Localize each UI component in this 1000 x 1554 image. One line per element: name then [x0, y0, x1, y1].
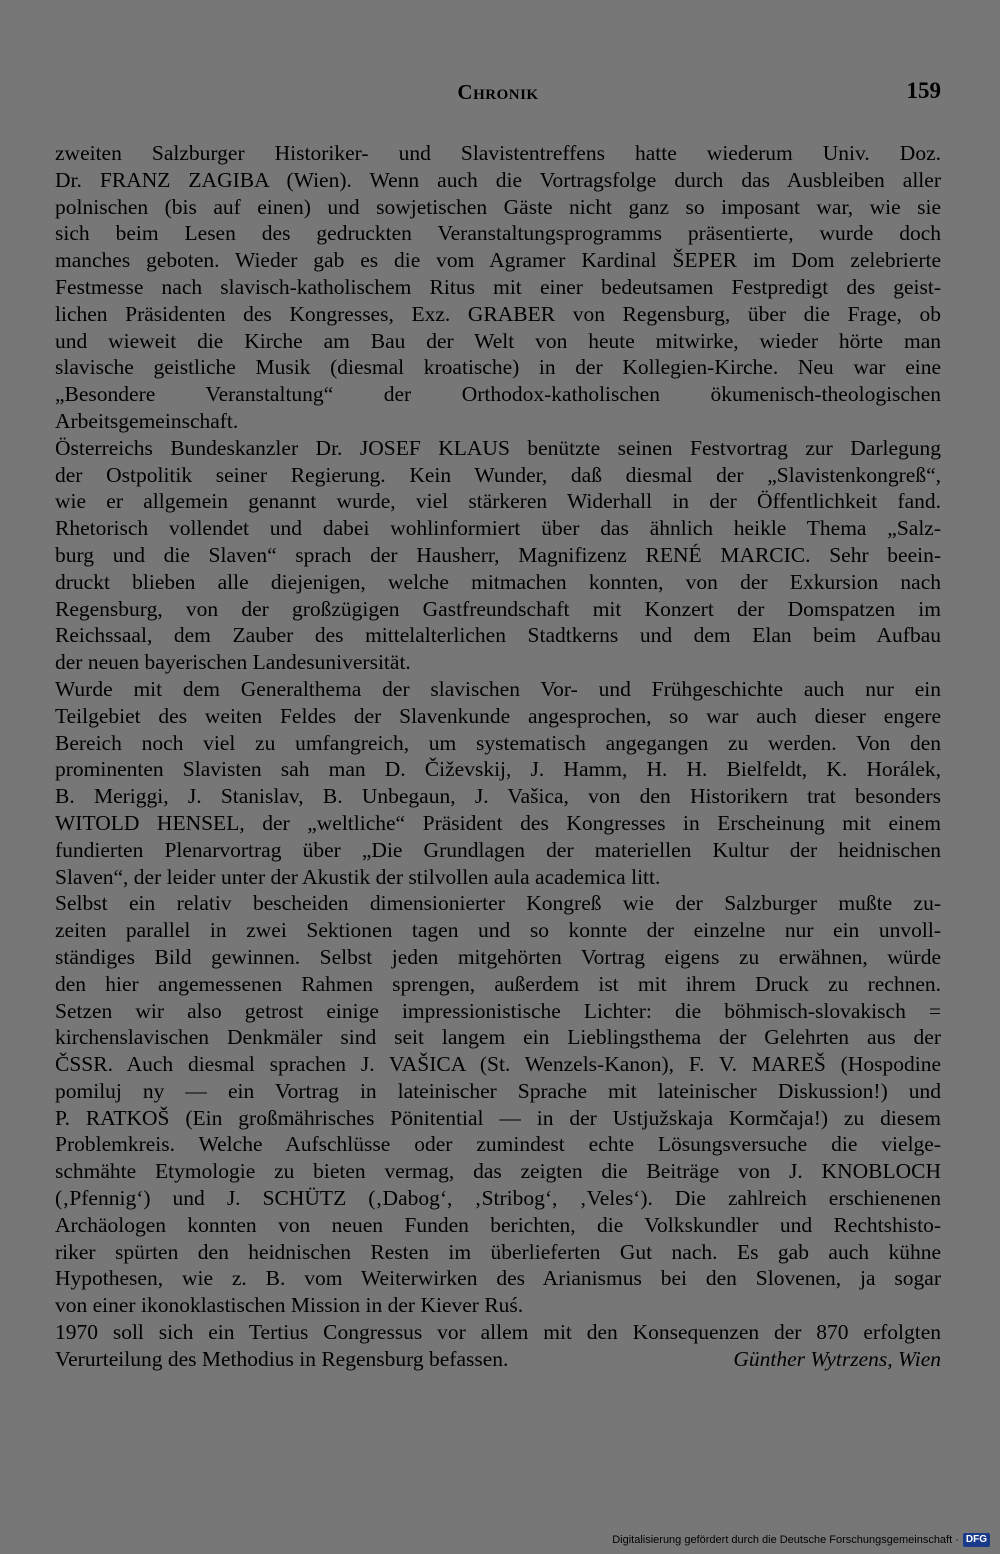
text-line: manches geboten. Wieder gab es die vom Agramer Kardinal ŠEPER im Dom zelebrierte	[55, 248, 941, 273]
text-line: P. RATKOŠ (Ein großmährisches Pönitential — in der Ustjužskaja Kormčaja!) zu diesem	[55, 1105, 941, 1130]
text-line: kirchenslavischen Denkmäler sind seit langem ein Lieblingsthema der Gelehrten aus der	[55, 1025, 941, 1050]
digitization-footer	[612, 1532, 990, 1548]
text-line: zeiten parallel in zwei Sektionen tagen und so konnte der einzelne nur ein unvoll-	[55, 918, 941, 943]
text-line: B. Meriggi, J. Stanislav, B. Unbegaun, J. Vašica, von den Historikern trat besonders	[55, 784, 941, 809]
text-line: von einer ikonoklastischen Mission in der Kiever Ruś.	[55, 1293, 524, 1318]
text-line: Selbst ein relativ bescheiden dimensionierter Kongreß wie der Salzburger mußte zu-	[55, 891, 941, 916]
text-line: Problemkreis. Welche Aufschlüsse oder zumindest echte Lösungsversuche die vielge-	[55, 1132, 941, 1157]
text-line: wie er allgemein genannt wurde, viel stärkeren Widerhall in der Öffentlichkeit fand.	[55, 489, 941, 514]
final-line	[55, 1346, 941, 1373]
text-line: Reichssaal, dem Zauber des mittelalterlichen Stadtkerns und dem Elan beim Aufbau	[55, 623, 941, 648]
text-line: schmähte Etymologie zu bieten vermag, das zeigten die Beiträge von J. KNOBLOCH	[55, 1159, 941, 1184]
text-line: Regensburg, von der großzügigen Gastfreundschaft mit Konzert der Domspatzen im	[55, 596, 941, 621]
text-line: WITOLD HENSEL, der „weltliche“ Präsident des Kongresses in Erscheinung mit einem	[55, 810, 941, 835]
text-line: (‚Pfennig‘) und J. SCHÜTZ (‚Dabog‘, ‚Stribog‘, ‚Veles‘). Die zahlreich erschienenen	[55, 1186, 941, 1211]
text-line: slavische geistliche Musik (diesmal kroatische) in der Kollegien-Kirche. Neu war eine	[55, 355, 941, 380]
text-line: Wurde mit dem Generalthema der slavischen Vor- und Frühgeschichte auch nur ein	[55, 676, 941, 701]
text-line: Archäologen konnten von neuen Funden berichten, die Volkskundler und Rechtshisto-	[55, 1212, 941, 1237]
text-line: ČSSR. Auch diesmal sprachen J. VAŠICA (St. Wenzels-Kanon), F. V. MAREŠ (Hospodine	[55, 1052, 941, 1077]
article-body	[55, 140, 941, 1373]
text-line: Arbeitsgemeinschaft.	[55, 408, 239, 433]
running-title: Chronik	[457, 80, 539, 104]
final-line-text: Verurteilung des Methodius in Regensburg befassen.	[55, 1346, 509, 1371]
text-line: polnischen (bis auf einen) und sowjetischen Gäste nicht ganz so imposant war, wie sie	[55, 194, 941, 219]
text-line: Hypothesen, wie z. B. vom Weiterwirken des Arianismus bei den Slovenen, ja sogar	[55, 1266, 941, 1291]
text-line: Festmesse nach slavisch-katholischem Ritus mit einer bedeutsamen Festpredigt des geist-	[55, 274, 941, 299]
footer-text: Digitalisierung gefördert durch die Deutsche Forschungsgemeinschaft ·	[612, 1534, 959, 1546]
text-line: Rhetorisch vollendet und dabei wohlinformiert über das ähnlich heikle Thema „Salz-	[55, 516, 941, 541]
text-line: der Ostpolitik seiner Regierung. Kein Wunder, daß diesmal der „Slavistenkongreß“,	[55, 462, 941, 487]
text-line: Österreichs Bundeskanzler Dr. JOSEF KLAUS benützte seinen Festvortrag zur Darlegung	[55, 435, 941, 460]
page-header	[55, 80, 941, 110]
text-line: der neuen bayerischen Landesuniversität.	[55, 650, 411, 675]
text-line: Slaven“, der leider unter der Akustik der stilvollen aula academica litt.	[55, 864, 661, 889]
text-line: zweiten Salzburger Historiker- und Slavistentreffens hatte wiederum Univ. Doz.	[55, 141, 941, 165]
text-line: 1970 soll sich ein Tertius Congressus vor allem mit den Konsequenzen der 870 erfolgten	[55, 1320, 941, 1345]
page-number: 159	[906, 78, 941, 103]
text-line: und wieweit die Kirche am Bau der Welt von heute mitwirke, wieder hörte man	[55, 328, 941, 353]
text-line: burg und die Slaven“ sprach der Hausherr, Magnifizenz RENÉ MARCIC. Sehr beein-	[55, 542, 941, 567]
text-line: druckt blieben alle diejenigen, welche mitmachen konnten, von der Exkursion nach	[55, 569, 941, 594]
dfg-logo: DFG	[963, 1533, 990, 1547]
text-line: sich beim Lesen des gedruckten Veranstaltungsprogramms präsentierte, wurde doch	[55, 221, 941, 246]
text-line: Dr. FRANZ ZAGIBA (Wien). Wenn auch die Vortragsfolge durch das Ausbleiben aller	[55, 167, 941, 192]
author-signature: Günther Wytrzens, Wien	[733, 1346, 941, 1371]
text-line: fundierten Plenarvortrag über „Die Grundlagen der materiellen Kultur der heidnischen	[55, 837, 941, 862]
text-line: Setzen wir also getrost einige impressionistische Lichter: die böhmisch-slovakisch =	[55, 998, 941, 1023]
text-line: Teilgebiet des weiten Feldes der Slavenkunde angesprochen, so war auch dieser engere	[55, 703, 941, 728]
text-line: prominenten Slavisten sah man D. Čiževskij, J. Hamm, H. H. Bielfeldt, K. Horálek,	[55, 757, 941, 782]
text-line: riker spürten den heidnischen Resten im überlieferten Gut nach. Es gab auch kühne	[55, 1239, 941, 1264]
text-line: den hier angemessenen Rahmen sprengen, außerdem ist mit ihrem Druck zu rechnen.	[55, 971, 941, 996]
text-line: lichen Präsidenten des Kongresses, Exz. GRABER von Regensburg, über die Frage, ob	[55, 301, 941, 326]
text-line: pomiluj ny — ein Vortrag in lateinischer Sprache mit lateinischer Diskussion!) und	[55, 1078, 941, 1103]
text-line: „Besondere Veranstaltung“ der Orthodox-katholischen ökumenisch-theologischen	[55, 382, 941, 407]
text-line: ständiges Bild gewinnen. Selbst jeden mitgehörten Vortrag eigens zu erwähnen, würde	[55, 944, 941, 969]
text-line: Bereich noch viel zu umfangreich, um systematisch angegangen zu werden. Von den	[55, 730, 941, 755]
